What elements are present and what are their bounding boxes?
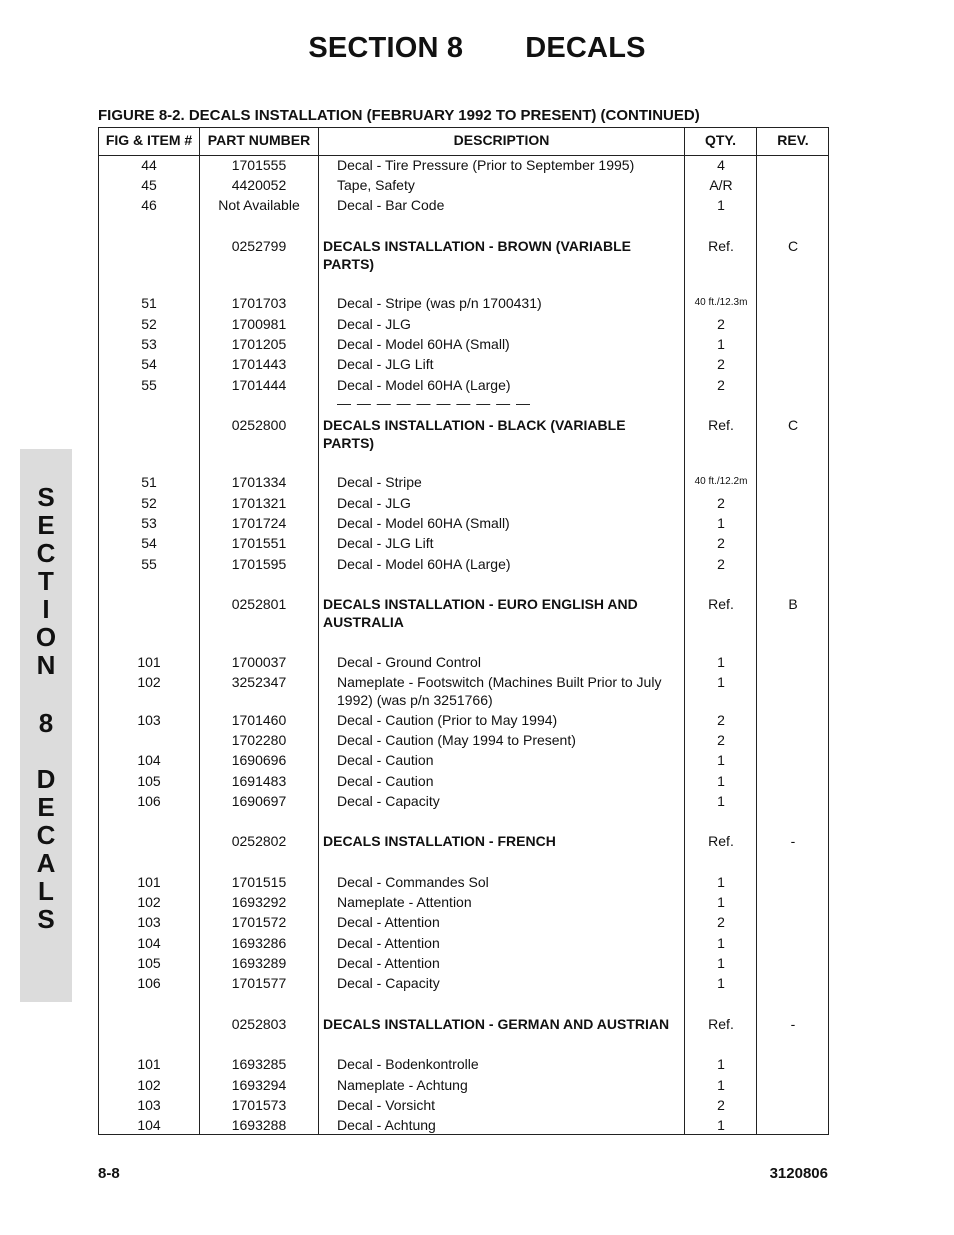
header-qty: QTY. [704,132,737,148]
fig-item-cell: 101 [137,654,161,670]
part-number-cell: 1701555 [231,157,287,173]
dash-separator: — — — — — — — — — — [337,395,532,411]
part-number-cell: 1693294 [231,1077,287,1093]
description-cell: DECALS INSTALLATION - BLACK (VARIABLE PARTS) [323,417,626,451]
fig-item-cell: 102 [137,1077,161,1093]
qty-cell: 1 [717,197,725,213]
side-tab-letter: C [36,538,56,568]
part-number-cell: 1693288 [231,1117,287,1133]
qty-cell: 1 [717,874,725,890]
header-part-number: PART NUMBER [207,132,311,148]
fig-item-cell: 54 [141,356,157,372]
description-cell: Decal - Commandes Sol [337,874,489,890]
fig-item-cell: 101 [137,1056,161,1072]
description-cell: Decal - Model 60HA (Large) [337,377,511,393]
table-header [99,128,828,156]
qty-cell: 1 [717,515,725,531]
fig-item-cell: 53 [141,515,157,531]
column-divider [756,128,757,1134]
description-cell: Decal - Bodenkontrolle [337,1056,479,1072]
description-cell: Decal - Caution (May 1994 to Present) [337,732,576,748]
fig-item-cell: 52 [141,495,157,511]
part-number-cell: 1701460 [231,712,287,728]
qty-cell: 2 [717,914,725,930]
qty-cell: 1 [717,894,725,910]
part-number-cell: 1691483 [231,773,287,789]
side-tab-letter: E [37,510,55,540]
fig-item-cell: 102 [137,894,161,910]
side-tab-letter: A [36,848,56,878]
fig-item-cell: 51 [141,474,157,490]
qty-cell: Ref. [708,596,734,612]
part-number-cell: 1701515 [231,874,287,890]
description-cell: Decal - JLG Lift [337,356,434,372]
description-cell: Decal - Attention [337,914,440,930]
part-number-cell: 0252800 [231,417,287,433]
qty-cell: 2 [717,732,725,748]
part-number-cell: 1701205 [231,336,287,352]
side-tab-letter: L [38,876,54,906]
qty-cell: 4 [717,157,725,173]
side-tab-letter: C [36,820,56,850]
qty-cell: 1 [717,1056,725,1072]
part-number-cell: 1701724 [231,515,287,531]
fig-item-cell: 105 [137,955,161,971]
page-number: 8-8 [98,1165,120,1182]
side-tab-letter: E [37,792,55,822]
description-cell: Decal - Achtung [337,1117,436,1133]
part-number-cell: 1700981 [231,316,287,332]
fig-item-cell: 102 [137,674,161,690]
fig-item-cell: 45 [141,177,157,193]
part-number-cell: 0252802 [231,833,287,849]
part-number-cell: 0252799 [231,238,287,254]
column-divider [684,128,685,1134]
qty-cell: 2 [717,495,725,511]
rev-cell: - [790,833,796,849]
part-number-cell: 1693285 [231,1056,287,1072]
part-number-cell: 1701595 [231,556,287,572]
fig-item-cell: 104 [137,752,161,768]
rev-cell: - [790,1016,796,1032]
fig-item-cell: 52 [141,316,157,332]
qty-cell: 2 [717,712,725,728]
section-title [0,32,954,65]
description-cell: Decal - Model 60HA (Small) [337,336,510,352]
description-cell: Tape, Safety [337,177,415,193]
part-number-cell: 0252801 [231,596,287,612]
part-number-cell: 1701334 [231,474,287,490]
qty-cell: 2 [717,356,725,372]
qty-cell: 1 [717,752,725,768]
side-tab-letter: O [35,622,57,652]
description-cell: Decal - Model 60HA (Small) [337,515,510,531]
part-number-cell: 0252803 [231,1016,287,1032]
header-fig-item: FIG & ITEM # [105,132,193,148]
fig-item-cell: 103 [137,914,161,930]
part-number-cell: 1690697 [231,793,287,809]
description-cell: DECALS INSTALLATION - BROWN (VARIABLE PARTS) [323,238,631,272]
rev-cell: C [787,238,799,254]
part-number-cell: 1701321 [231,495,287,511]
part-number-cell: 1693292 [231,894,287,910]
fig-item-cell: 103 [137,712,161,728]
header-rev: REV. [777,132,809,148]
fig-item-cell: 101 [137,874,161,890]
qty-cell: 40 ft./12.3m [694,297,748,308]
qty-cell: 1 [717,975,725,991]
figure-title: FIGURE 8-2. DECALS INSTALLATION (FEBRUARY 1992 TO PRESENT) (CONTINUED) [98,107,700,124]
part-number-cell: 1701444 [231,377,287,393]
parts-table [98,127,829,1135]
description-cell: Decal - Vorsicht [337,1097,436,1113]
fig-item-cell: 105 [137,773,161,789]
description-cell: Decal - JLG [337,495,411,511]
qty-cell: Ref. [708,833,734,849]
part-number-cell: 1701572 [231,914,287,930]
qty-cell: 2 [717,556,725,572]
qty-cell: 1 [717,955,725,971]
description-cell: DECALS INSTALLATION - EURO ENGLISH AND AUSTRALIA [323,596,638,630]
part-number-cell: 1701577 [231,975,287,991]
description-cell: Decal - Attention [337,955,440,971]
qty-cell: 1 [717,336,725,352]
qty-cell: A/R [709,177,733,193]
fig-item-cell: 44 [141,157,157,173]
description-cell: Decal - Stripe (was p/n 1700431) [337,295,542,311]
fig-item-cell: 54 [141,535,157,551]
qty-cell: 1 [717,1117,725,1133]
fig-item-cell: 55 [141,556,157,572]
description-cell: Decal - JLG [337,316,411,332]
fig-item-cell: 46 [141,197,157,213]
fig-item-cell: 103 [137,1097,161,1113]
section-name: DECALS [525,32,646,64]
side-tab-letter: S [37,482,55,512]
description-cell: Decal - Caution (Prior to May 1994) [337,712,558,728]
part-number-cell: 1702280 [231,732,287,748]
description-cell: DECALS INSTALLATION - FRENCH [323,833,556,849]
description-cell: Nameplate - Footswitch (Machines Built Prior to July 1992) (was p/n 3251766) [337,674,662,708]
part-number-cell: 1690696 [231,752,287,768]
part-number-cell: 1693289 [231,955,287,971]
part-number-cell: 1701703 [231,295,287,311]
part-number-cell: 1701573 [231,1097,287,1113]
side-tab-letter: N [36,650,56,680]
part-number-cell: 1701443 [231,356,287,372]
description-cell: Decal - Capacity [337,975,440,991]
fig-item-cell: 104 [137,935,161,951]
description-cell: Decal - Caution [337,773,434,789]
description-cell: Decal - Bar Code [337,197,445,213]
side-tab-letter: I [42,594,50,624]
rev-cell: C [787,417,799,433]
side-tab-letter: D [36,764,56,794]
qty-cell: 2 [717,377,725,393]
part-number-cell: 3252347 [231,674,287,690]
document-number: 3120806 [769,1165,828,1182]
fig-item-cell: 55 [141,377,157,393]
qty-cell: 2 [717,1097,725,1113]
side-tab-letter: 8 [38,708,54,738]
part-number-cell: Not Available [218,197,300,213]
side-tab-letter: T [38,566,54,596]
description-cell: Decal - Ground Control [337,654,481,670]
part-number-cell: 1693286 [231,935,287,951]
fig-item-cell: 106 [137,793,161,809]
fig-item-cell: 104 [137,1117,161,1133]
fig-item-cell: 51 [141,295,157,311]
part-number-cell: 4420052 [231,177,287,193]
qty-cell: 2 [717,535,725,551]
description-cell: Nameplate - Achtung [337,1077,468,1093]
description-cell: Decal - Tire Pressure (Prior to September 1995) [337,157,635,173]
description-cell: Decal - JLG Lift [337,535,434,551]
description-cell: Decal - Attention [337,935,440,951]
fig-item-cell: 53 [141,336,157,352]
qty-cell: Ref. [708,1016,734,1032]
fig-item-cell: 106 [137,975,161,991]
part-number-cell: 1701551 [231,535,287,551]
description-cell: Decal - Stripe [337,474,422,490]
qty-cell: 1 [717,935,725,951]
section-number: SECTION 8 [308,32,464,64]
description-cell: Decal - Capacity [337,793,440,809]
qty-cell: 1 [717,793,725,809]
qty-cell: 1 [717,1077,725,1093]
side-tab-letter: S [37,904,55,934]
qty-cell: 2 [717,316,725,332]
qty-cell: 1 [717,654,725,670]
qty-cell: 1 [717,773,725,789]
part-number-cell: 1700037 [231,654,287,670]
qty-cell: Ref. [708,238,734,254]
rev-cell: B [788,596,798,612]
description-cell: Decal - Caution [337,752,434,768]
header-description: DESCRIPTION [453,132,550,148]
description-cell: DECALS INSTALLATION - GERMAN AND AUSTRIAN [323,1016,670,1032]
qty-cell: 40 ft./12.2m [694,476,748,487]
column-divider [318,128,319,1134]
qty-cell: 1 [717,674,725,690]
section-side-tab [20,449,72,1002]
description-cell: Decal - Model 60HA (Large) [337,556,511,572]
qty-cell: Ref. [708,417,734,433]
description-cell: Nameplate - Attention [337,894,472,910]
